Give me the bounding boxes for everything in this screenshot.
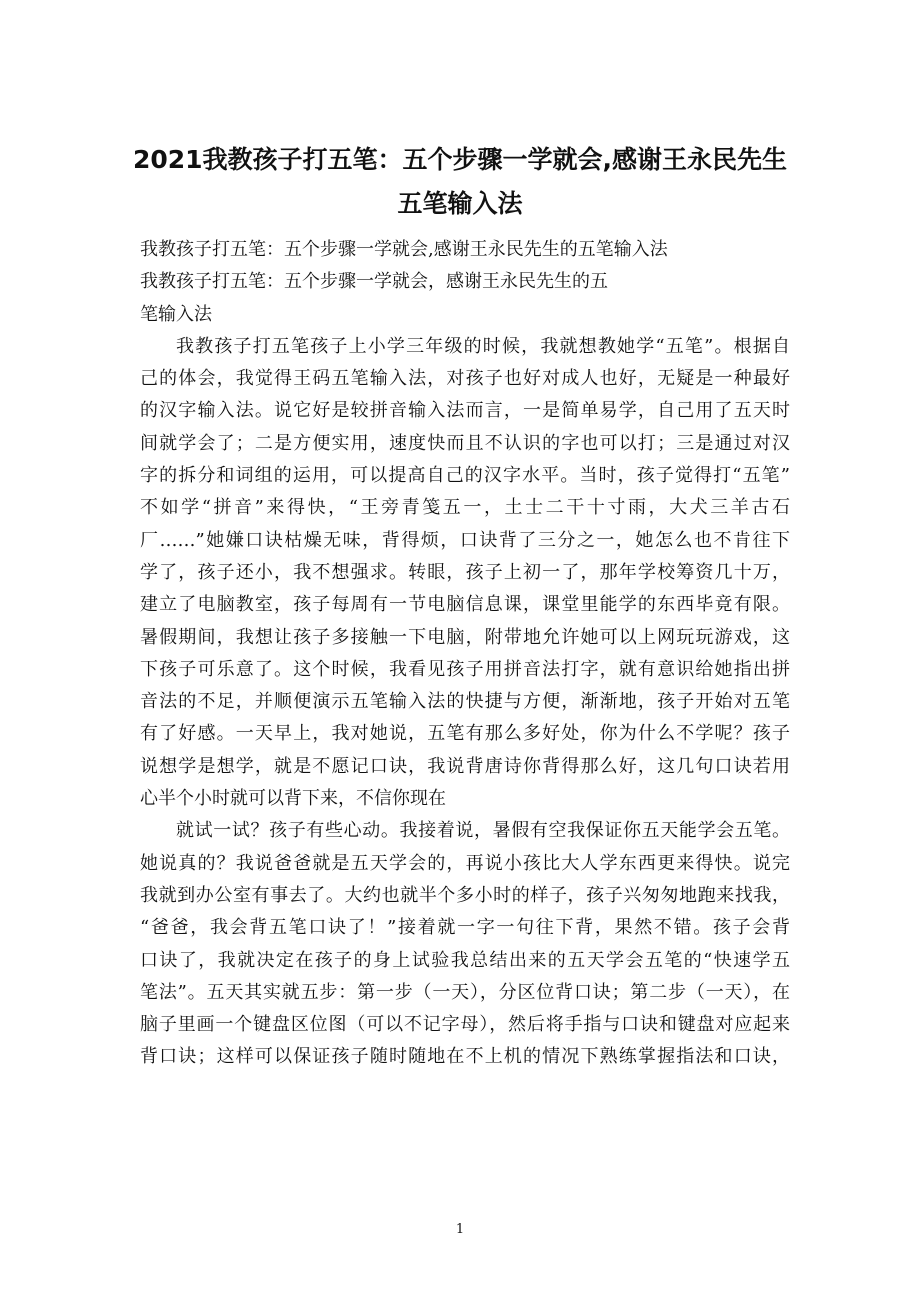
- paragraph-line: 学了，孩子还小，我不想强求。转眼，孩子上初一了，那年学校筹资几十万，: [140, 561, 790, 583]
- title-line-2: 五笔输入法: [397, 189, 523, 218]
- paragraph-line: 下孩子可乐意了。这个时候，我看见孩子用拼音法打字，就有意识给她指出拼: [140, 658, 790, 680]
- paragraph-line: 不如学“拼音”来得快，“王旁青笺五一，土士二干十寸雨，大犬三羊古石: [140, 497, 790, 519]
- paragraph-line: 她说真的？我说爸爸就是五天学会的，再说小孩比大人学东西更来得快。说完: [140, 852, 790, 874]
- paragraph-line: 有了好感。一天早上，我对她说，五笔有那么多好处，你为什么不学呢？孩子: [140, 723, 790, 745]
- paragraph-line: 脑子里画一个键盘区位图（可以不记字母），然后将手指与口诀和键盘对应起来: [140, 1014, 790, 1036]
- paragraph-line: “爸爸，我会背五笔口诀了！”接着就一字一句往下背，果然不错。孩子会背: [140, 917, 790, 939]
- document-title-continued: [120, 183, 800, 225]
- paragraph-line: 我就到办公室有事去了。大约也就半个多小时的样子，孩子兴匆匆地跑来找我，: [140, 884, 790, 906]
- paragraph-line: 暑假期间，我想让孩子多接触一下电脑，附带地允许她可以上网玩玩游戏，这: [140, 626, 790, 648]
- paragraph-line: 厂……”她嫌口诀枯燥无味，背得烦，口诀背了三分之一，她怎么也不肯往下: [140, 529, 790, 551]
- paragraph-line: 心半个小时就可以背下来，不信你现在: [140, 788, 446, 810]
- heading-line-1: 我教孩子打五笔：五个步骤一学就会，感谢王永民先生的五: [140, 271, 608, 293]
- paragraph-1: [140, 331, 790, 815]
- paragraph-2: [140, 815, 790, 1073]
- paragraph-line: 己的体会，我觉得王码五笔输入法，对孩子也好对成人也好，无疑是一种最好: [140, 368, 790, 390]
- paragraph-line: 间就学会了；二是方便实用，速度快而且不认识的字也可以打；三是通过对汉: [140, 432, 790, 454]
- paragraph-line: 的汉字输入法。说它好是较拼音输入法而言，一是简单易学，自己用了五天时: [140, 400, 790, 422]
- paragraph-line: 我教孩子打五笔孩子上小学三年级的时候，我就想教她学“五笔”。根据自: [176, 335, 790, 357]
- heading-line-2: 笔输入法: [140, 303, 212, 325]
- paragraph-line: 音法的不足，并顺便演示五笔输入法的快捷与方便，渐渐地，孩子开始对五笔: [140, 691, 790, 713]
- paragraph-line: 背口诀；这样可以保证孩子随时随地在不上机的情况下熟练掌握指法和口诀，: [140, 1046, 790, 1068]
- paragraph-line: 笔法”。五天其实就五步：第一步（一天），分区位背口诀；第二步（一天），在: [140, 981, 790, 1003]
- paragraph-line: 口诀了，我就决定在孩子的身上试验我总结出来的五天学会五笔的“快速学五: [140, 949, 790, 971]
- paragraph-line: 说想学是想学，就是不愿记口诀，我说背唐诗你背得那么好，这几句口诀若用: [140, 755, 790, 777]
- document-body: [140, 234, 790, 1074]
- page-number: 1: [455, 1222, 465, 1237]
- paragraph-line: 建立了电脑教室，孩子每周有一节电脑信息课，课堂里能学的东西毕竟有限。: [140, 594, 790, 616]
- article-heading: [140, 266, 790, 331]
- title-line-1: 2021我教孩子打五笔：五个步骤一学就会,感谢王永民先生: [132, 145, 788, 174]
- document-title: [120, 139, 800, 181]
- subtitle-line: 我教孩子打五笔：五个步骤一学就会,感谢王永民先生的五笔输入法: [140, 239, 668, 260]
- paragraph-line: 字的拆分和词组的运用，可以提高自己的汉字水平。当时，孩子觉得打“五笔”: [140, 465, 790, 487]
- paragraph-line: 就试一试？孩子有些心动。我接着说，暑假有空我保证你五天能学会五笔。: [176, 820, 790, 842]
- subtitle: [140, 234, 790, 266]
